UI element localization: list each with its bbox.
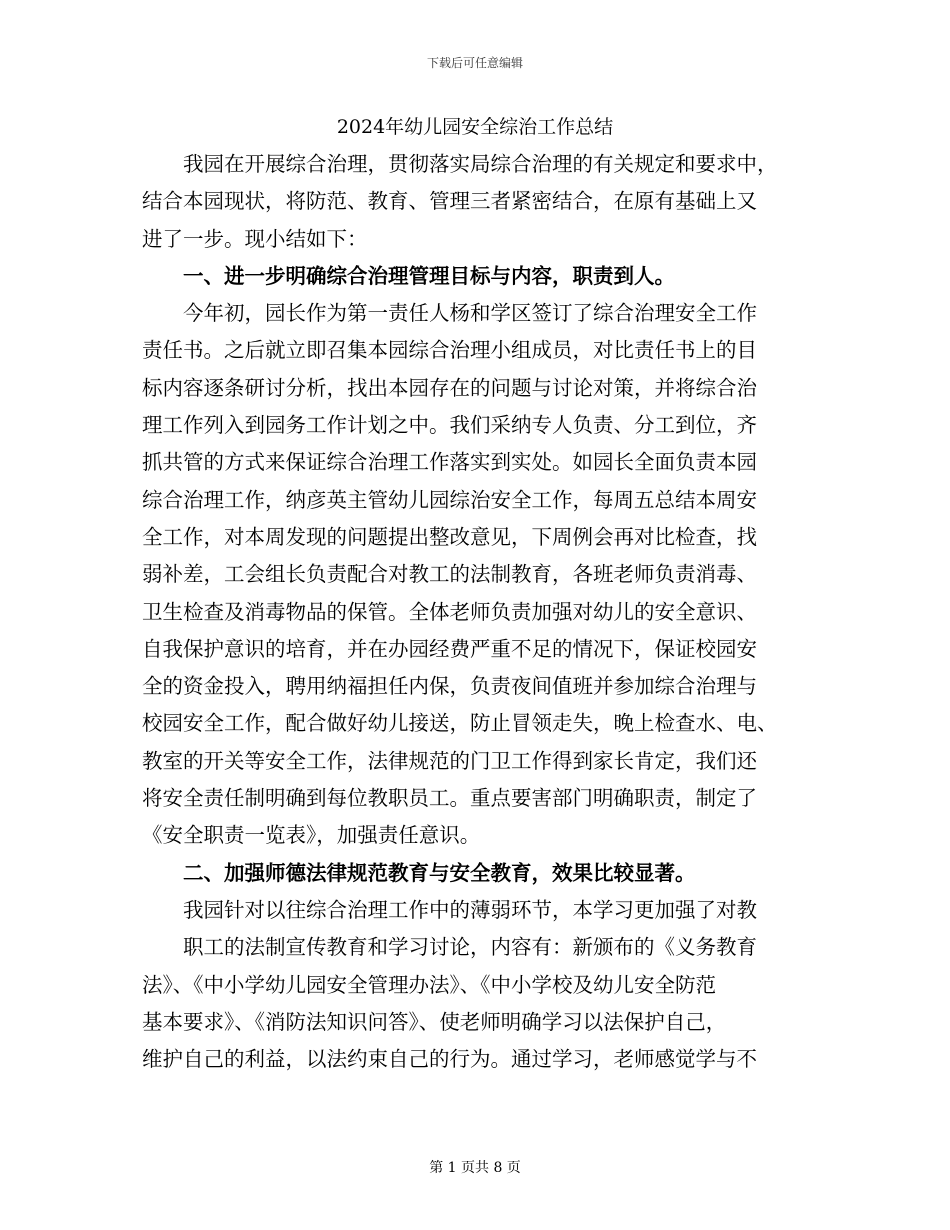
paragraph-line: 今年初，园长作为第一责任人杨和学区签订了综合治理安全工作 [183, 301, 757, 326]
paragraph-line: 教室的开关等安全工作，法律规范的门卫工作得到家长肯定，我们还 [142, 748, 757, 773]
paragraph-line: 职工的法制宣传教育和学习讨论，内容有：新颁布的《义务教育 [183, 935, 757, 960]
section-heading: 一、进一步明确综合治理管理目标与内容，职责到人。 [183, 263, 675, 288]
paragraph-line: 弱补差，工会组长负责配合对教工的法制教育，各班老师负责消毒、 [142, 562, 757, 587]
page-number: 第 1 页共 8 页 [429, 1160, 521, 1176]
paragraph-line: 基本要求》、《消防法知识问答》、使老师明确学习以法保护自己， [142, 1009, 727, 1034]
paragraph-line: 抓共管的方式来保证综合治理工作落实到实处。如园长全面负责本园 [142, 450, 757, 475]
paragraph-line: 结合本园现状，将防范、教育、管理三者紧密结合，在原有基础上又 [142, 189, 757, 214]
document-title: 2024年幼儿园安全综治工作总结 [336, 116, 614, 138]
paragraph-line: 理工作列入到园务工作计划之中。我们采纳专人负责、分工到位，齐 [142, 413, 757, 438]
paragraph-line: 法》、《中小学幼儿园安全管理办法》、《中小学校及幼儿安全防范 [142, 972, 716, 997]
paragraph-line: 维护自己的利益，以法约束自己的行为。通过学习，老师感觉学与不 [142, 1047, 757, 1072]
paragraph-line: 综合治理工作，纳彦英主管幼儿园综治安全工作，每周五总结本周安 [142, 487, 757, 512]
header-note: 下载后可任意编辑 [426, 56, 523, 70]
paragraph-line: 卫生检查及消毒物品的保管。全体老师负责加强对幼儿的安全意识、 [142, 599, 757, 624]
paragraph-line: 自我保护意识的培育，并在办园经费严重不足的情况下，保证校园安 [142, 636, 757, 661]
paragraph-line: 我园针对以往综合治理工作中的薄弱环节，本学习更加强了对教 [183, 897, 757, 922]
paragraph-line: 《安全职责一览表》，加强责任意识。 [142, 823, 481, 848]
paragraph-line: 标内容逐条研讨分析，找出本园存在的问题与讨论对策，并将综合治 [142, 375, 757, 400]
paragraph-line: 我园在开展综合治理，贯彻落实局综合治理的有关规定和要求中， [183, 152, 778, 176]
paragraph-line: 全的资金投入，聘用纳福担任内保，负责夜间值班并参加综合治理与 [142, 674, 757, 699]
paragraph-line: 进了一步。现小结如下： [142, 226, 368, 251]
paragraph-line: 全工作，对本周发现的问题提出整改意见，下周例会再对比检查，找 [142, 524, 757, 549]
paragraph-line: 校园安全工作，配合做好幼儿接送，防止冒领走失，晚上检查水、电、 [142, 711, 778, 736]
paragraph-line: 责任书。之后就立即召集本园综合治理小组成员，对比责任书上的目 [142, 338, 757, 363]
paragraph-line: 将安全责任制明确到每位教职员工。重点要害部门明确职责，制定了 [142, 786, 757, 811]
section-heading: 二、加强师德法律规范教育与安全教育，效果比较显著。 [183, 860, 696, 885]
document-body [142, 146, 822, 1078]
